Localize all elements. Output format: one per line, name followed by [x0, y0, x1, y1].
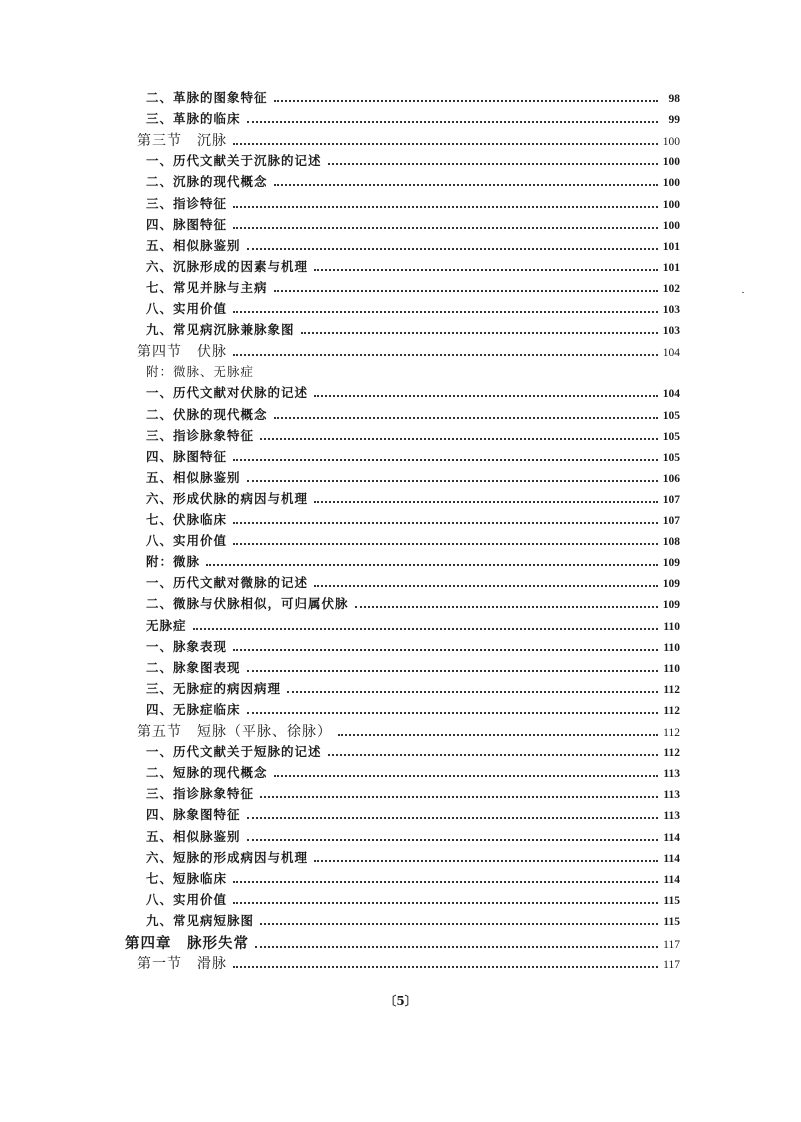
- toc-entry-title: 第四章 脉形失常: [125, 935, 249, 952]
- dot-leader: [247, 248, 658, 250]
- toc-entry-title: 九、常见病短脉图: [146, 912, 255, 928]
- dot-leader: [260, 923, 658, 925]
- toc-entry-section: [137, 341, 680, 361]
- toc-entry-page: 100: [662, 177, 680, 190]
- toc-entry-title: 五、相似脉鉴别: [146, 828, 241, 844]
- toc-entry-page: 100: [662, 219, 680, 232]
- toc-entry-page: 100: [662, 156, 680, 169]
- toc-entry-item: [146, 911, 680, 931]
- toc-entry-page: 117: [663, 939, 680, 951]
- toc-entry-item: [146, 552, 680, 572]
- dot-leader: [233, 881, 658, 883]
- dot-leader: [233, 206, 658, 208]
- toc-entry-title: 七、伏脉临床: [146, 512, 228, 527]
- dot-leader: [193, 628, 658, 630]
- toc-entry-title: 四、脉图特征: [146, 448, 228, 464]
- dot-leader: [314, 269, 658, 271]
- toc-entry-page: 117: [663, 959, 680, 972]
- dot-leader: [206, 564, 658, 566]
- dot-leader: [328, 754, 658, 756]
- toc-entry-item: [146, 763, 680, 783]
- toc-entry-page: 110: [663, 641, 680, 654]
- toc-entry-page: 108: [662, 536, 680, 549]
- toc-entry-title: 七、短脉临床: [146, 870, 228, 886]
- toc-entry-title: 四、脉图特征: [146, 216, 228, 232]
- dot-leader: [274, 100, 658, 102]
- toc-entry-page: 109: [662, 557, 680, 570]
- toc-entry-title: 六、形成伏脉的病因与机理: [146, 490, 309, 506]
- toc-entry-page: 105: [662, 430, 680, 443]
- toc-entry-title: 附：微脉: [146, 554, 201, 570]
- toc-entry-item: [146, 194, 680, 214]
- toc-entry-title: 三、指诊脉象特征: [146, 786, 255, 802]
- toc-entry-section: [137, 953, 680, 973]
- toc-entry-page: 114: [663, 831, 680, 844]
- toc-entry-note: [146, 362, 680, 382]
- toc-entry-title: 四、无脉症临床: [146, 701, 241, 717]
- dot-leader: [274, 417, 658, 419]
- toc-entry-item: [146, 88, 680, 108]
- toc-entry-title: 二、沉脉的现代概念: [146, 174, 268, 190]
- toc-entry-page: 113: [663, 789, 680, 802]
- toc-entry-item: [146, 679, 680, 699]
- page-number: 〔5〕: [384, 994, 417, 1008]
- toc-entry-item: [146, 742, 680, 762]
- dot-leader: [314, 585, 658, 587]
- toc-entry-page: 105: [662, 451, 680, 464]
- toc-entry-page: 104: [662, 388, 680, 401]
- dot-leader: [355, 606, 658, 608]
- dot-leader: [247, 121, 658, 123]
- toc-entry-page: 110: [663, 662, 680, 675]
- toc-entry-item: [146, 869, 680, 889]
- toc-entry-page: 110: [663, 620, 680, 633]
- toc-entry-item: [146, 531, 680, 551]
- toc-entry-title: 二、脉象图表现: [146, 659, 241, 675]
- toc-entry-item: [146, 890, 680, 910]
- toc-entry-item: [146, 172, 680, 192]
- toc-entry-title: 二、微脉与伏脉相似，可归属伏脉: [146, 596, 349, 612]
- dot-leader: [274, 775, 658, 777]
- toc-entry-item: [146, 827, 680, 847]
- toc-entry-page: 109: [662, 599, 680, 612]
- toc-entry-item: [146, 594, 680, 614]
- toc-entry-page: 114: [663, 852, 680, 865]
- toc-entry-page: 103: [662, 325, 680, 338]
- toc-entry-page: 115: [663, 894, 680, 907]
- dot-leader: [233, 522, 658, 524]
- toc-entry-item: [146, 700, 680, 720]
- toc-entry-item: [146, 383, 680, 403]
- toc-entry-title: 三、无脉症的病因病理: [146, 680, 282, 696]
- toc-entry-title: 第五节 短脉（平脉、徐脉）: [137, 724, 332, 740]
- toc-entry-section: [137, 130, 680, 150]
- toc-entry-title: 九、常见病沉脉兼脉象图: [146, 322, 295, 338]
- toc-entry-item: [146, 278, 680, 298]
- toc-entry-title: 八、实用价值: [146, 301, 228, 316]
- toc-entry-page: 98: [668, 93, 680, 105]
- toc-entry-title: 六、沉脉形成的因素与机理: [146, 258, 309, 274]
- toc-entry-title: 一、历代文献关于沉脉的记述: [146, 153, 322, 169]
- dot-leader: [233, 459, 658, 461]
- dot-leader: [274, 290, 658, 292]
- toc-entry-title: 五、相似脉鉴别: [146, 469, 241, 485]
- toc-entry-item: [146, 151, 680, 171]
- toc-entry-item: [146, 848, 680, 868]
- dot-leader: [233, 311, 658, 313]
- toc-entry-chapter: [125, 932, 680, 952]
- toc-entry-page: 113: [663, 810, 680, 823]
- toc-entry-page: 112: [663, 704, 680, 717]
- toc-entry-page: 100: [662, 136, 680, 149]
- toc-entry-page: 109: [662, 578, 680, 591]
- dot-leader: [233, 143, 658, 145]
- toc-entry-item: [146, 489, 680, 509]
- toc-entry-item: [146, 299, 680, 319]
- toc-entry-title: 第三节 沉脉: [137, 133, 227, 150]
- toc-entry-item: [146, 320, 680, 340]
- toc-entry-page: 113: [663, 768, 680, 781]
- toc-entry-item: [146, 468, 680, 488]
- toc-entry-title: 七、常见并脉与主病: [146, 279, 268, 295]
- toc-entry-title: 第四节 伏脉: [137, 344, 227, 361]
- toc-entry-page: 99: [668, 114, 680, 127]
- dot-leader: [255, 946, 658, 948]
- toc-entry-page: 107: [662, 493, 680, 506]
- toc-entry-title: 一、历代文献对伏脉的记述: [146, 385, 309, 401]
- toc-entry-page: 112: [663, 727, 680, 739]
- toc-entry-page: 100: [662, 198, 680, 211]
- toc-entry-title: 一、历代文献关于短脉的记述: [146, 744, 322, 760]
- toc-entry-item: [146, 215, 680, 235]
- toc-entry-page: 101: [662, 240, 680, 253]
- toc-entry-item: [146, 637, 680, 657]
- dot-leader: [328, 163, 658, 165]
- dot-leader: [260, 438, 658, 440]
- toc-entry-title: 八、实用价值: [146, 533, 228, 549]
- toc-entry-item: [146, 236, 680, 256]
- toc-entry-title: 一、历代文献对微脉的记述: [146, 575, 309, 591]
- toc-entry-page: 112: [663, 747, 680, 760]
- toc-entry-page: 106: [662, 472, 680, 485]
- toc-entry-page: 115: [663, 915, 680, 928]
- toc-entry-item: [146, 405, 680, 425]
- dot-leader: [233, 966, 658, 968]
- toc-entry-title: 五、相似脉鉴别: [146, 237, 241, 253]
- dot-leader: [314, 395, 658, 397]
- dot-leader: [247, 670, 658, 672]
- toc-entry-title: 三、革脉的临床: [146, 111, 241, 127]
- toc-entry-item: [146, 447, 680, 467]
- toc-entry-page: 107: [662, 515, 680, 527]
- toc-entry-item: [146, 573, 680, 593]
- dot-leader: [233, 649, 658, 651]
- toc-entry-title: 二、短脉的现代概念: [146, 765, 268, 781]
- toc-entry-title: 四、脉象图特征: [146, 807, 241, 823]
- toc-entry-item: [146, 805, 680, 825]
- toc-entry-title: 二、革脉的图象特征: [146, 90, 268, 105]
- toc-entry-page: 105: [662, 409, 680, 422]
- dot-leader: [301, 332, 658, 334]
- toc-entry-title: 第一节 滑脉: [137, 956, 227, 973]
- dot-leader: [233, 354, 658, 356]
- dot-leader: [233, 902, 658, 904]
- toc-entry-item: [146, 784, 680, 804]
- dot-leader: [287, 691, 658, 693]
- toc-entry-item: [146, 616, 680, 636]
- toc-entry-page: 101: [662, 261, 680, 274]
- toc-entry-title: 一、脉象表现: [146, 638, 228, 654]
- toc-entry-title: 附：微脉、无脉症: [146, 364, 255, 380]
- dot-leader: [314, 501, 658, 503]
- dot-leader: [260, 796, 658, 798]
- toc-entry-page: 103: [662, 304, 680, 316]
- dot-leader: [247, 817, 658, 819]
- scan-speck: [742, 292, 744, 293]
- dot-leader: [338, 734, 658, 736]
- toc-entry-item: [146, 257, 680, 277]
- toc-entry-page: 114: [663, 873, 680, 886]
- toc-entry-item: [146, 426, 680, 446]
- toc-entry-section: [137, 721, 680, 741]
- dot-leader: [247, 839, 658, 841]
- dot-leader: [247, 480, 658, 482]
- dot-leader: [274, 184, 658, 186]
- toc-entry-item: [146, 109, 680, 129]
- dot-leader: [233, 227, 658, 229]
- dot-leader: [233, 543, 658, 545]
- toc-entry-title: 三、指诊特征: [146, 195, 228, 211]
- toc-entry-title: 三、指诊脉象特征: [146, 427, 255, 443]
- toc-entry-title: 八、实用价值: [146, 891, 228, 907]
- toc-entry-item: [146, 658, 680, 678]
- toc-entry-page: 112: [663, 683, 680, 696]
- toc-entry-title: 六、短脉的形成病因与机理: [146, 849, 309, 865]
- toc-entry-page: 102: [662, 282, 680, 295]
- toc-entry-page: 104: [662, 347, 680, 360]
- toc-entry-title: 无脉症: [146, 617, 187, 633]
- dot-leader: [247, 712, 658, 714]
- dot-leader: [314, 860, 658, 862]
- toc-entry-item: [146, 510, 680, 530]
- toc-entry-title: 二、伏脉的现代概念: [146, 406, 268, 422]
